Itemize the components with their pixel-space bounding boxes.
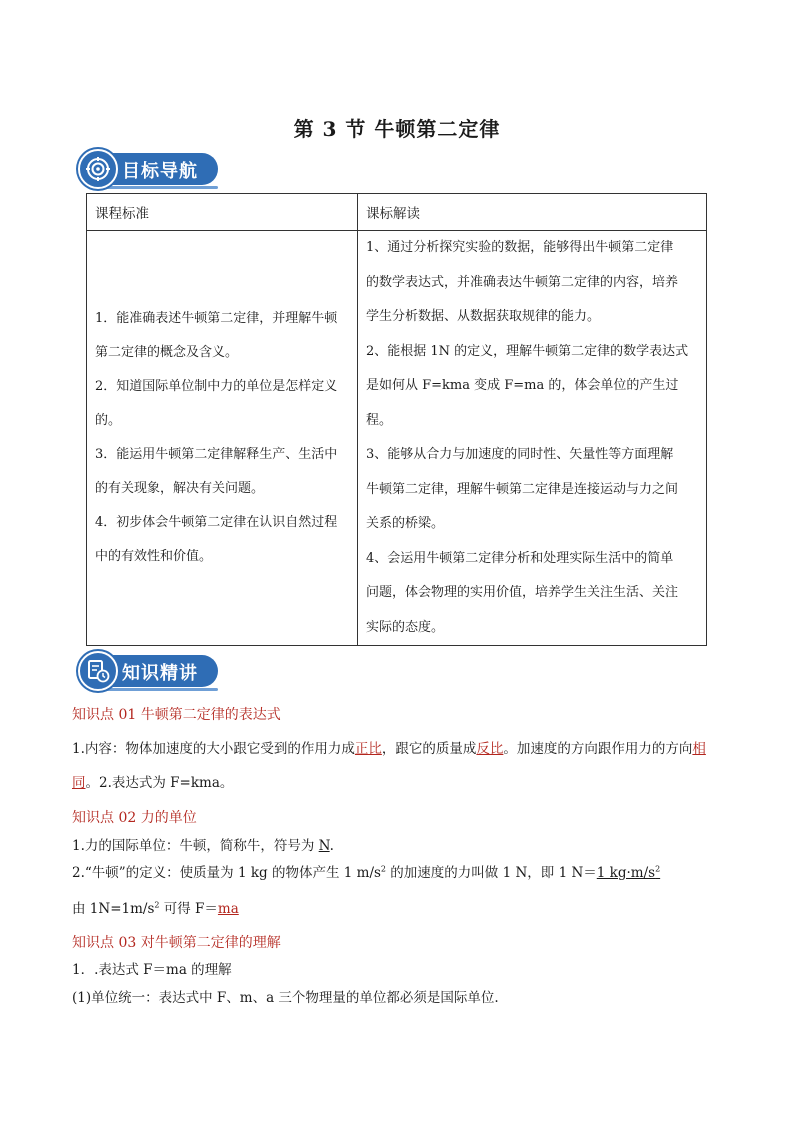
text-run: 1.力的国际单位：牛顿，简称牛，符号为 — [72, 838, 319, 854]
standard-line: 2．知道国际单位制中力的单位是怎样定义 — [95, 379, 338, 394]
text-run: . — [329, 838, 334, 854]
text-run: 的加速度的力叫做 1 N，即 1 N＝ — [386, 865, 597, 881]
text-run: 1.内容：物体加速度的大小跟它受到的作用力成 — [72, 741, 355, 757]
banner-label: 目标导航 — [122, 161, 198, 182]
interpretation-line: 4、会运用牛顿第二定律分析和处理实际生活中的简单 — [366, 550, 674, 566]
interpretation-cell — [358, 231, 707, 646]
section-banner-goals — [78, 149, 228, 189]
text-run: 2.“牛顿”的定义：使质量为 1 kg 的物体产生 1 m/s — [72, 865, 381, 881]
curriculum-table — [86, 193, 707, 646]
document-clock-icon — [78, 651, 118, 691]
knowledge-point-02-heading: 知识点 02 力的单位 — [72, 810, 197, 826]
table-body-row — [87, 231, 707, 646]
standard-line: 的。 — [95, 413, 122, 428]
interpretation-line: 问题，体会物理的实用价值，培养学生关注生活、关注 — [366, 585, 679, 600]
knowledge-point-01-heading: 知识点 01 牛顿第二定律的表达式 — [72, 707, 281, 723]
page-title: 第 3 节 牛顿第二定律 — [293, 117, 501, 141]
answer-blank: ma — [217, 901, 239, 917]
answer-blank: 正比 — [354, 741, 382, 757]
kp2-definition-line — [72, 861, 660, 881]
interpretation-line: 关系的桥梁。 — [366, 516, 445, 531]
standard-line: 3．能运用牛顿第二定律解释生产、生活中 — [95, 447, 338, 462]
answer-blank: 相 — [692, 741, 706, 757]
interpretation-line: 的数学表达式，并准确表达牛顿第二定律的内容，培养 — [366, 274, 679, 290]
interpretation-line: 牛顿第二定律，理解牛顿第二定律是连接运动与力之间 — [366, 481, 679, 497]
kp2-unit-line — [72, 834, 334, 854]
superscript: 2 — [154, 900, 160, 910]
text-run: ，跟它的质量成 — [381, 741, 477, 757]
interpretation-line: 3、能够从合力与加速度的同时性、矢量性等方面理解 — [366, 447, 674, 462]
standards-cell — [87, 231, 358, 646]
interpretation-line: 2、能根据 1N 的定义，理解牛顿第二定律的数学表达式 — [366, 343, 689, 359]
standard-line: 的有关现象，解决有关问题。 — [95, 481, 265, 496]
text-run: 可得 F＝ — [159, 901, 218, 917]
kp3-line: (1)单位统一：表达式中 F、m、a 三个物理量的单位都必须是国际单位. — [72, 990, 499, 1006]
text-run: 。加速度的方向跟作用力的方向 — [503, 741, 693, 757]
header-standard-interpretation: 课标解读 — [358, 194, 707, 231]
superscript: 2 — [655, 864, 661, 874]
superscript: 2 — [380, 864, 387, 874]
interpretation-line: 是如何从 F=kma 变成 F=ma 的，体会单位的产生过程。 — [366, 378, 679, 428]
kp1-content-line — [72, 737, 706, 757]
text-run: 1 kg·m/s — [596, 865, 656, 881]
text-run: 。2.表达式为 F=kma。 — [85, 775, 234, 791]
kp2-derivation-line — [72, 897, 239, 917]
standard-line: 1．能准确表述牛顿第二定律，并理解牛顿 — [95, 311, 338, 326]
kp3-line: 1．.表达式 F＝ma 的理解 — [72, 962, 232, 978]
standard-line: 4．初步体会牛顿第二定律在认识自然过程 — [95, 515, 338, 530]
interpretation-line: 实际的态度。 — [366, 619, 445, 635]
target-icon — [78, 149, 118, 189]
answer-blank: N — [318, 838, 330, 854]
interpretation-line: 1、通过分析探究实验的数据，能够得出牛顿第二定律 — [366, 240, 674, 255]
standard-line: 中的有效性和价值。 — [95, 549, 213, 564]
knowledge-point-03-heading: 知识点 03 对牛顿第二定律的理解 — [72, 935, 281, 951]
header-curriculum-standard: 课程标准 — [87, 194, 358, 231]
answer-blank: 同 — [72, 775, 86, 791]
section-banner-knowledge — [78, 651, 228, 691]
answer-blank: 反比 — [476, 741, 504, 757]
answer-blank — [597, 865, 660, 881]
banner-label: 知识精讲 — [122, 663, 198, 684]
table-header-row — [87, 194, 707, 231]
kp1-formula-line — [72, 771, 233, 791]
interpretation-line: 学生分析数据、从数据获取规律的能力。 — [366, 309, 601, 324]
standard-line: 第二定律的概念及含义。 — [95, 345, 239, 360]
text-run: 由 1N=1m/s — [72, 901, 155, 917]
